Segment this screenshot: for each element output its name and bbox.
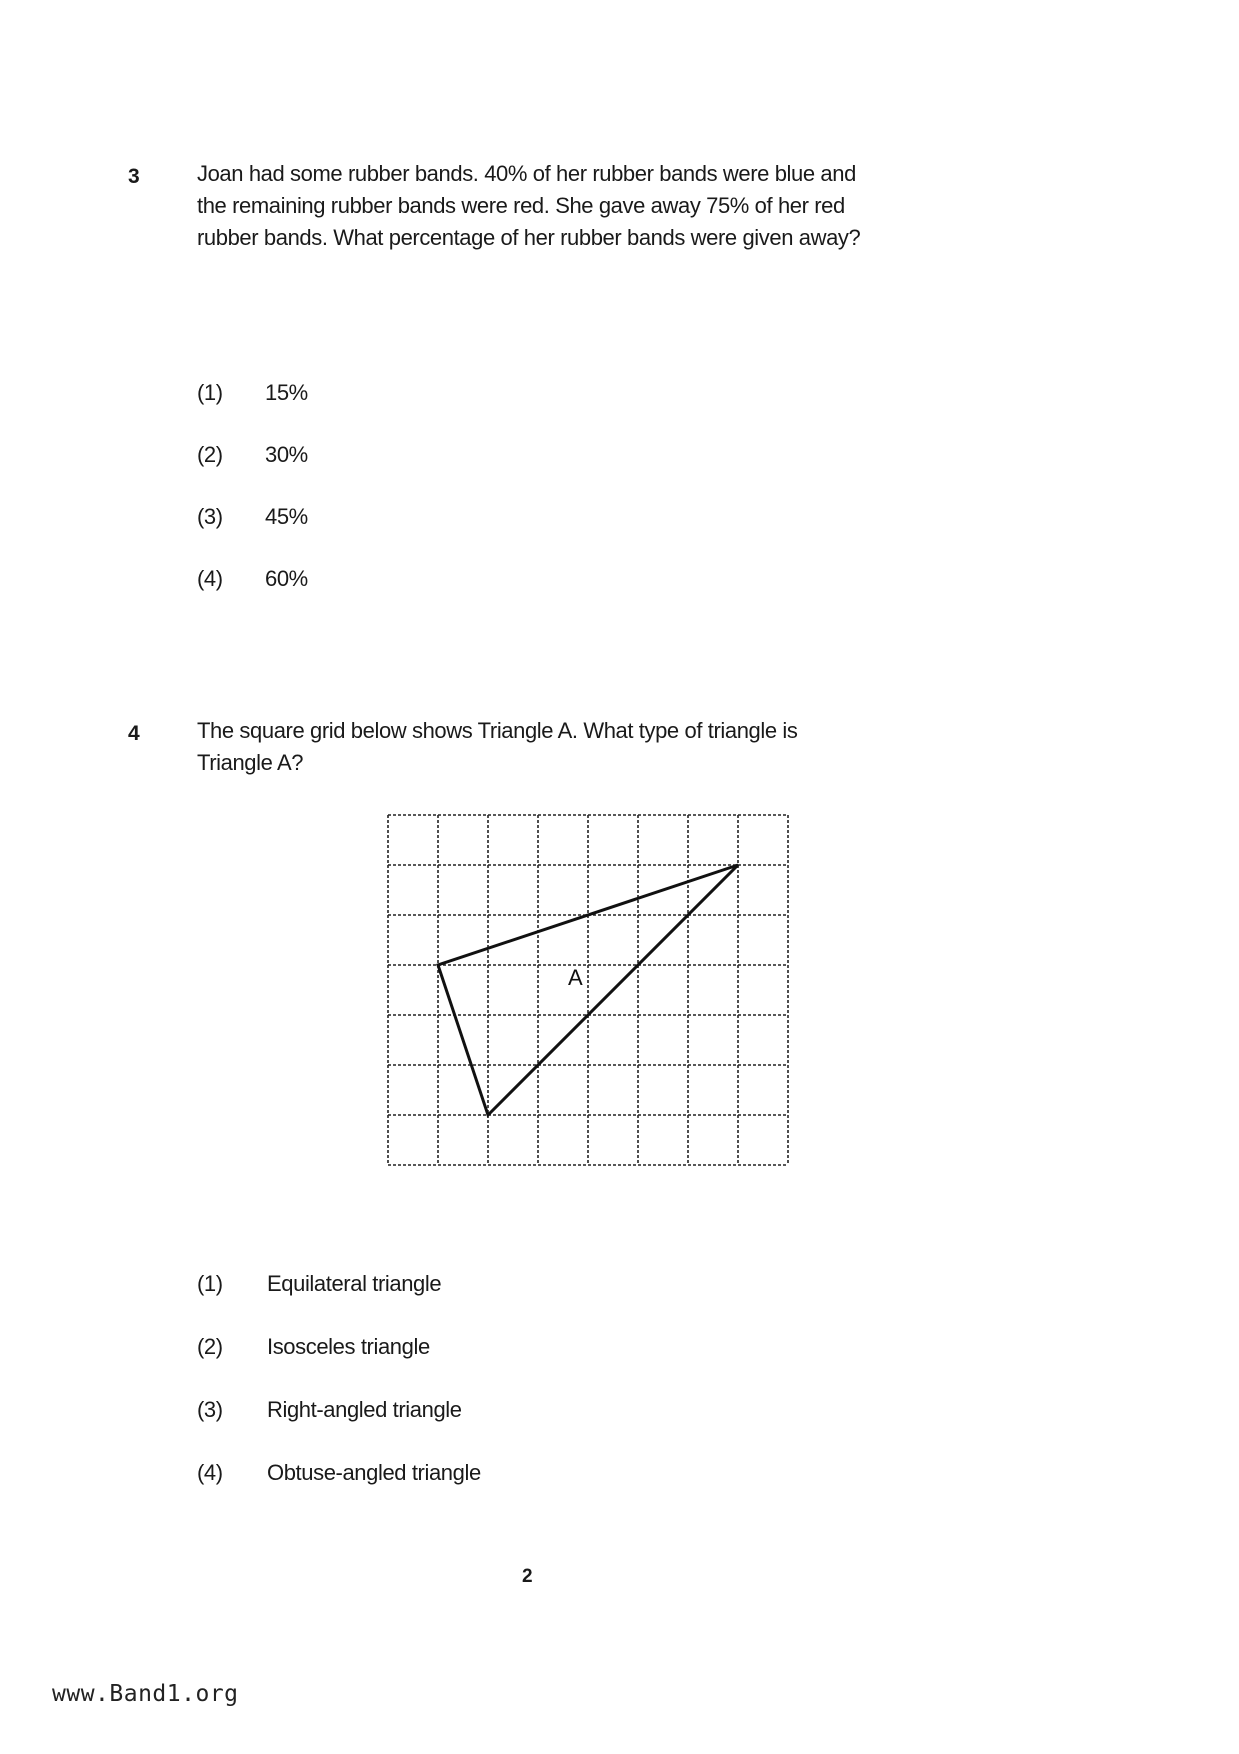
option-label: (3) — [197, 504, 223, 529]
question-4-line-2: Triangle A? — [197, 750, 304, 775]
option-text: Equilateral triangle — [267, 1271, 442, 1296]
page-number: 2 — [522, 1566, 533, 1587]
option-label: (2) — [197, 1334, 223, 1359]
option-label: (3) — [197, 1397, 223, 1422]
question-4-number: 4 — [128, 722, 140, 745]
question-3-number: 3 — [128, 165, 140, 188]
option-text: 30% — [265, 442, 308, 467]
option-text: Obtuse-angled triangle — [267, 1460, 481, 1485]
watermark-url: www.Band1.org — [52, 1681, 239, 1707]
option-label: (1) — [197, 1271, 223, 1296]
question-4-text — [197, 715, 798, 779]
triangle-a-label: A — [568, 965, 583, 990]
option-text: 60% — [265, 566, 308, 591]
option-label: (1) — [197, 380, 223, 405]
question-3-line-3: rubber bands. What percentage of her rubber bands were given away? — [197, 225, 861, 250]
option-text: Right-angled triangle — [267, 1397, 462, 1422]
option-text: 15% — [265, 380, 308, 405]
option-label: (2) — [197, 442, 223, 467]
question-4-line-1: The square grid below shows Triangle A. What type of triangle is — [197, 718, 798, 743]
question-3-line-2: the remaining rubber bands were red. She gave away 75% of her red — [197, 193, 845, 218]
triangle-grid-figure — [385, 812, 791, 1168]
option-text: 45% — [265, 504, 308, 529]
question-3-text — [197, 158, 860, 254]
question-3-line-1: Joan had some rubber bands. 40% of her rubber bands were blue and — [197, 161, 856, 186]
option-label: (4) — [197, 1460, 223, 1485]
option-label: (4) — [197, 566, 223, 591]
option-text: Isosceles triangle — [267, 1334, 430, 1359]
